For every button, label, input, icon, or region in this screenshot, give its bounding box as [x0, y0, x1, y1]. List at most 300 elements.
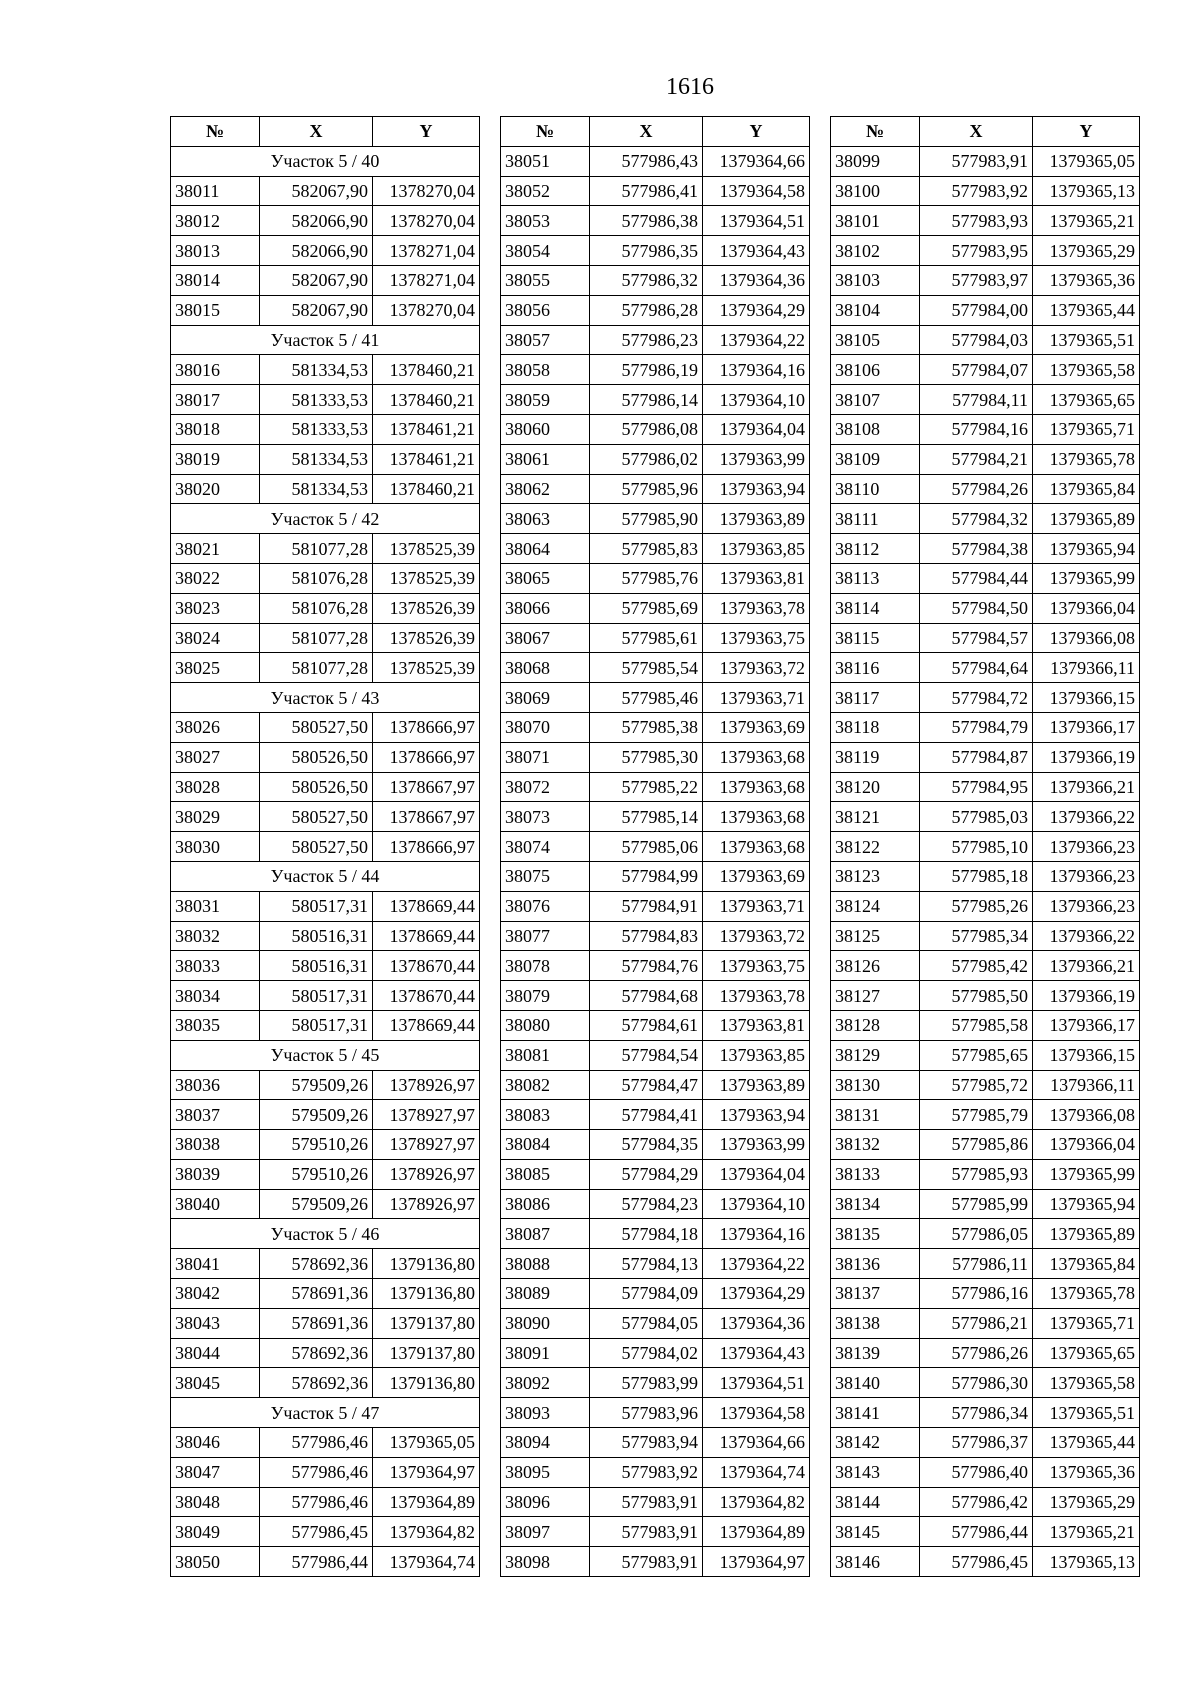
table-row: [501, 921, 810, 951]
y-coordinate-cell: 1378271,04: [373, 236, 480, 266]
point-number-cell: 38080: [501, 1010, 590, 1040]
x-coordinate-cell: 577986,41: [590, 176, 703, 206]
point-number-cell: 38062: [501, 474, 590, 504]
point-number-cell: 38140: [831, 1368, 920, 1398]
point-number-cell: 38145: [831, 1517, 920, 1547]
y-coordinate-cell: 1379363,94: [703, 1100, 810, 1130]
section-row: [171, 1040, 480, 1070]
y-coordinate-cell: 1379364,04: [703, 414, 810, 444]
x-coordinate-cell: 577986,21: [920, 1308, 1033, 1338]
table-row: [831, 295, 1140, 325]
point-number-cell: 38073: [501, 802, 590, 832]
table-row: [501, 146, 810, 176]
header-x: X: [260, 117, 373, 147]
y-coordinate-cell: 1379365,94: [1033, 1189, 1140, 1219]
x-coordinate-cell: 577986,32: [590, 265, 703, 295]
point-number-cell: 38023: [171, 593, 260, 623]
point-number-cell: 38058: [501, 355, 590, 385]
coordinate-table-1: [170, 116, 480, 1577]
table-row: [171, 206, 480, 236]
y-coordinate-cell: 1379363,72: [703, 921, 810, 951]
point-number-cell: 38121: [831, 802, 920, 832]
point-number-cell: 38028: [171, 772, 260, 802]
x-coordinate-cell: 577985,58: [920, 1010, 1033, 1040]
x-coordinate-cell: 577983,99: [590, 1368, 703, 1398]
table-row: [171, 981, 480, 1011]
x-coordinate-cell: 577986,19: [590, 355, 703, 385]
x-coordinate-cell: 577984,99: [590, 861, 703, 891]
x-coordinate-cell: 577986,45: [260, 1517, 373, 1547]
point-number-cell: 38103: [831, 265, 920, 295]
table-row: [831, 474, 1140, 504]
point-number-cell: 38114: [831, 593, 920, 623]
x-coordinate-cell: 577985,99: [920, 1189, 1033, 1219]
y-coordinate-cell: 1379363,99: [703, 444, 810, 474]
point-number-cell: 38146: [831, 1547, 920, 1577]
y-coordinate-cell: 1379366,04: [1033, 1130, 1140, 1160]
y-coordinate-cell: 1379364,36: [703, 265, 810, 295]
y-coordinate-cell: 1379364,43: [703, 236, 810, 266]
x-coordinate-cell: 577984,35: [590, 1130, 703, 1160]
x-coordinate-cell: 577986,23: [590, 325, 703, 355]
table-row: [831, 414, 1140, 444]
x-coordinate-cell: 577985,86: [920, 1130, 1033, 1160]
point-number-cell: 38116: [831, 653, 920, 683]
point-number-cell: 38051: [501, 146, 590, 176]
table-row: [171, 444, 480, 474]
point-number-cell: 38019: [171, 444, 260, 474]
x-coordinate-cell: 577984,83: [590, 921, 703, 951]
table-row: [831, 712, 1140, 742]
y-coordinate-cell: 1378460,21: [373, 385, 480, 415]
header-x: X: [920, 117, 1033, 147]
y-coordinate-cell: 1378525,39: [373, 653, 480, 683]
x-coordinate-cell: 577985,46: [590, 683, 703, 713]
x-coordinate-cell: 577984,68: [590, 981, 703, 1011]
x-coordinate-cell: 577984,21: [920, 444, 1033, 474]
table-row: [171, 832, 480, 862]
table-row: [831, 772, 1140, 802]
x-coordinate-cell: 577984,09: [590, 1279, 703, 1309]
table-row: [171, 951, 480, 981]
x-coordinate-cell: 578691,36: [260, 1308, 373, 1338]
x-coordinate-cell: 577985,30: [590, 742, 703, 772]
point-number-cell: 38092: [501, 1368, 590, 1398]
point-number-cell: 38098: [501, 1547, 590, 1577]
x-coordinate-cell: 577983,95: [920, 236, 1033, 266]
table-row: [171, 1308, 480, 1338]
x-coordinate-cell: 580526,50: [260, 772, 373, 802]
x-coordinate-cell: 577983,91: [590, 1487, 703, 1517]
table-row: [831, 653, 1140, 683]
y-coordinate-cell: 1379136,80: [373, 1279, 480, 1309]
point-number-cell: 38070: [501, 712, 590, 742]
x-coordinate-cell: 577984,64: [920, 653, 1033, 683]
y-coordinate-cell: 1379365,44: [1033, 295, 1140, 325]
y-coordinate-cell: 1379366,23: [1033, 891, 1140, 921]
x-coordinate-cell: 580517,31: [260, 1010, 373, 1040]
x-coordinate-cell: 577985,72: [920, 1070, 1033, 1100]
table-row: [501, 1517, 810, 1547]
x-coordinate-cell: 581077,28: [260, 623, 373, 653]
x-coordinate-cell: 577984,11: [920, 385, 1033, 415]
point-number-cell: 38024: [171, 623, 260, 653]
section-title: Участок 5 / 44: [171, 861, 480, 891]
point-number-cell: 38095: [501, 1457, 590, 1487]
x-coordinate-cell: 577986,37: [920, 1428, 1033, 1458]
section-row: [171, 1398, 480, 1428]
x-coordinate-cell: 577986,43: [590, 146, 703, 176]
point-number-cell: 38097: [501, 1517, 590, 1547]
section-row: [171, 683, 480, 713]
x-coordinate-cell: 581077,28: [260, 534, 373, 564]
y-coordinate-cell: 1378270,04: [373, 295, 480, 325]
y-coordinate-cell: 1379366,08: [1033, 1100, 1140, 1130]
header-x: X: [590, 117, 703, 147]
table-row: [501, 1159, 810, 1189]
point-number-cell: 38115: [831, 623, 920, 653]
point-number-cell: 38036: [171, 1070, 260, 1100]
point-number-cell: 38102: [831, 236, 920, 266]
table-row: [501, 1547, 810, 1577]
x-coordinate-cell: 577983,91: [590, 1517, 703, 1547]
point-number-cell: 38120: [831, 772, 920, 802]
y-coordinate-cell: 1379364,74: [703, 1457, 810, 1487]
point-number-cell: 38014: [171, 265, 260, 295]
table-row: [831, 981, 1140, 1011]
y-coordinate-cell: 1379365,29: [1033, 236, 1140, 266]
y-coordinate-cell: 1379365,21: [1033, 1517, 1140, 1547]
y-coordinate-cell: 1379365,51: [1033, 1398, 1140, 1428]
y-coordinate-cell: 1379366,11: [1033, 1070, 1140, 1100]
x-coordinate-cell: 577983,96: [590, 1398, 703, 1428]
table-row: [501, 1398, 810, 1428]
point-number-cell: 38083: [501, 1100, 590, 1130]
y-coordinate-cell: 1379364,10: [703, 1189, 810, 1219]
table-row: [831, 206, 1140, 236]
x-coordinate-cell: 581076,28: [260, 593, 373, 623]
table-row: [171, 742, 480, 772]
table-row: [501, 742, 810, 772]
x-coordinate-cell: 577984,54: [590, 1040, 703, 1070]
point-number-cell: 38122: [831, 832, 920, 862]
point-number-cell: 38071: [501, 742, 590, 772]
x-coordinate-cell: 580516,31: [260, 921, 373, 951]
y-coordinate-cell: 1379366,21: [1033, 772, 1140, 802]
y-coordinate-cell: 1379363,69: [703, 712, 810, 742]
y-coordinate-cell: 1379363,69: [703, 861, 810, 891]
x-coordinate-cell: 577986,35: [590, 236, 703, 266]
x-coordinate-cell: 577985,06: [590, 832, 703, 862]
y-coordinate-cell: 1379363,75: [703, 951, 810, 981]
table-row: [171, 1189, 480, 1219]
point-number-cell: 38069: [501, 683, 590, 713]
table-row: [171, 1279, 480, 1309]
point-number-cell: 38134: [831, 1189, 920, 1219]
x-coordinate-cell: 577985,42: [920, 951, 1033, 981]
table-row: [501, 1219, 810, 1249]
table-row: [171, 1428, 480, 1458]
table-row: [831, 1428, 1140, 1458]
y-coordinate-cell: 1379365,71: [1033, 1308, 1140, 1338]
point-number-cell: 38108: [831, 414, 920, 444]
point-number-cell: 38037: [171, 1100, 260, 1130]
header-y: Y: [1033, 117, 1140, 147]
section-row: [171, 861, 480, 891]
point-number-cell: 38065: [501, 563, 590, 593]
y-coordinate-cell: 1379363,78: [703, 981, 810, 1011]
x-coordinate-cell: 577983,93: [920, 206, 1033, 236]
point-number-cell: 38117: [831, 683, 920, 713]
y-coordinate-cell: 1379363,89: [703, 504, 810, 534]
y-coordinate-cell: 1379363,72: [703, 653, 810, 683]
x-coordinate-cell: 577986,46: [260, 1457, 373, 1487]
point-number-cell: 38067: [501, 623, 590, 653]
y-coordinate-cell: 1379363,68: [703, 802, 810, 832]
table-row: [831, 1368, 1140, 1398]
table-row: [171, 176, 480, 206]
table-row: [501, 1010, 810, 1040]
table-row: [171, 1457, 480, 1487]
point-number-cell: 38018: [171, 414, 260, 444]
x-coordinate-cell: 577985,65: [920, 1040, 1033, 1070]
point-number-cell: 38031: [171, 891, 260, 921]
y-coordinate-cell: 1379363,71: [703, 891, 810, 921]
table-row: [831, 802, 1140, 832]
y-coordinate-cell: 1379364,51: [703, 1368, 810, 1398]
point-number-cell: 38142: [831, 1428, 920, 1458]
y-coordinate-cell: 1379365,58: [1033, 1368, 1140, 1398]
point-number-cell: 38088: [501, 1249, 590, 1279]
table-row: [831, 951, 1140, 981]
point-number-cell: 38085: [501, 1159, 590, 1189]
point-number-cell: 38045: [171, 1368, 260, 1398]
table-row: [171, 1338, 480, 1368]
x-coordinate-cell: 577984,95: [920, 772, 1033, 802]
table-row: [501, 325, 810, 355]
section-row: [171, 504, 480, 534]
coordinate-tables: [170, 116, 1140, 1577]
point-number-cell: 38053: [501, 206, 590, 236]
point-number-cell: 38094: [501, 1428, 590, 1458]
y-coordinate-cell: 1379365,65: [1033, 385, 1140, 415]
point-number-cell: 38039: [171, 1159, 260, 1189]
point-number-cell: 38021: [171, 534, 260, 564]
y-coordinate-cell: 1379363,68: [703, 772, 810, 802]
x-coordinate-cell: 577986,30: [920, 1368, 1033, 1398]
x-coordinate-cell: 577985,93: [920, 1159, 1033, 1189]
table-row: [501, 891, 810, 921]
table-row: [831, 1010, 1140, 1040]
table-row: [831, 325, 1140, 355]
table-header-row: [171, 117, 480, 147]
y-coordinate-cell: 1378526,39: [373, 623, 480, 653]
point-number-cell: 38131: [831, 1100, 920, 1130]
table-row: [171, 1130, 480, 1160]
x-coordinate-cell: 577986,11: [920, 1249, 1033, 1279]
x-coordinate-cell: 577984,79: [920, 712, 1033, 742]
table-row: [831, 444, 1140, 474]
point-number-cell: 38082: [501, 1070, 590, 1100]
x-coordinate-cell: 577984,02: [590, 1338, 703, 1368]
point-number-cell: 38075: [501, 861, 590, 891]
y-coordinate-cell: 1378926,97: [373, 1159, 480, 1189]
y-coordinate-cell: 1379363,75: [703, 623, 810, 653]
y-coordinate-cell: 1378270,04: [373, 176, 480, 206]
x-coordinate-cell: 577986,34: [920, 1398, 1033, 1428]
x-coordinate-cell: 577984,13: [590, 1249, 703, 1279]
table-row: [501, 683, 810, 713]
x-coordinate-cell: 577984,50: [920, 593, 1033, 623]
table-row: [831, 623, 1140, 653]
y-coordinate-cell: 1379365,13: [1033, 1547, 1140, 1577]
x-coordinate-cell: 577986,14: [590, 385, 703, 415]
y-coordinate-cell: 1379364,82: [703, 1487, 810, 1517]
y-coordinate-cell: 1379364,16: [703, 1219, 810, 1249]
table-row: [171, 414, 480, 444]
table-row: [171, 891, 480, 921]
x-coordinate-cell: 577984,00: [920, 295, 1033, 325]
section-row: [171, 146, 480, 176]
y-coordinate-cell: 1379366,19: [1033, 742, 1140, 772]
y-coordinate-cell: 1378460,21: [373, 355, 480, 385]
table-row: [831, 891, 1140, 921]
table-row: [501, 1189, 810, 1219]
y-coordinate-cell: 1379365,78: [1033, 1279, 1140, 1309]
x-coordinate-cell: 577986,44: [260, 1547, 373, 1577]
y-coordinate-cell: 1379364,16: [703, 355, 810, 385]
point-number-cell: 38124: [831, 891, 920, 921]
table-row: [501, 1070, 810, 1100]
y-coordinate-cell: 1378460,21: [373, 474, 480, 504]
x-coordinate-cell: 577985,38: [590, 712, 703, 742]
y-coordinate-cell: 1378927,97: [373, 1130, 480, 1160]
y-coordinate-cell: 1379365,78: [1033, 444, 1140, 474]
table-row: [171, 474, 480, 504]
header-number: №: [501, 117, 590, 147]
point-number-cell: 38138: [831, 1308, 920, 1338]
x-coordinate-cell: 577984,72: [920, 683, 1033, 713]
point-number-cell: 38040: [171, 1189, 260, 1219]
y-coordinate-cell: 1379365,84: [1033, 1249, 1140, 1279]
point-number-cell: 38049: [171, 1517, 260, 1547]
point-number-cell: 38066: [501, 593, 590, 623]
table-row: [831, 563, 1140, 593]
point-number-cell: 38127: [831, 981, 920, 1011]
table-row: [501, 385, 810, 415]
point-number-cell: 38047: [171, 1457, 260, 1487]
x-coordinate-cell: 582067,90: [260, 295, 373, 325]
y-coordinate-cell: 1379364,66: [703, 1428, 810, 1458]
y-coordinate-cell: 1379365,58: [1033, 355, 1140, 385]
table-row: [171, 1249, 480, 1279]
y-coordinate-cell: 1379363,81: [703, 1010, 810, 1040]
point-number-cell: 38119: [831, 742, 920, 772]
x-coordinate-cell: 577984,91: [590, 891, 703, 921]
table-row: [501, 1249, 810, 1279]
y-coordinate-cell: 1379365,84: [1033, 474, 1140, 504]
table-row: [501, 265, 810, 295]
y-coordinate-cell: 1379137,80: [373, 1308, 480, 1338]
table-row: [501, 1457, 810, 1487]
x-coordinate-cell: 577985,34: [920, 921, 1033, 951]
point-number-cell: 38027: [171, 742, 260, 772]
point-number-cell: 38107: [831, 385, 920, 415]
table-row: [171, 295, 480, 325]
point-number-cell: 38072: [501, 772, 590, 802]
table-row: [171, 802, 480, 832]
table-row: [501, 712, 810, 742]
x-coordinate-cell: 577984,03: [920, 325, 1033, 355]
table-row: [171, 385, 480, 415]
header-y: Y: [703, 117, 810, 147]
x-coordinate-cell: 578692,36: [260, 1338, 373, 1368]
point-number-cell: 38068: [501, 653, 590, 683]
table-row: [501, 802, 810, 832]
point-number-cell: 38130: [831, 1070, 920, 1100]
x-coordinate-cell: 577985,79: [920, 1100, 1033, 1130]
y-coordinate-cell: 1379136,80: [373, 1249, 480, 1279]
x-coordinate-cell: 582067,90: [260, 176, 373, 206]
point-number-cell: 38079: [501, 981, 590, 1011]
point-number-cell: 38052: [501, 176, 590, 206]
y-coordinate-cell: 1379364,10: [703, 385, 810, 415]
x-coordinate-cell: 577986,38: [590, 206, 703, 236]
y-coordinate-cell: 1379364,51: [703, 206, 810, 236]
point-number-cell: 38054: [501, 236, 590, 266]
x-coordinate-cell: 577984,44: [920, 563, 1033, 593]
x-coordinate-cell: 579510,26: [260, 1130, 373, 1160]
y-coordinate-cell: 1379365,51: [1033, 325, 1140, 355]
y-coordinate-cell: 1378670,44: [373, 981, 480, 1011]
table-row: [501, 861, 810, 891]
point-number-cell: 38076: [501, 891, 590, 921]
table-row: [831, 146, 1140, 176]
y-coordinate-cell: 1379363,81: [703, 563, 810, 593]
x-coordinate-cell: 577986,16: [920, 1279, 1033, 1309]
point-number-cell: 38101: [831, 206, 920, 236]
y-coordinate-cell: 1379366,21: [1033, 951, 1140, 981]
point-number-cell: 38136: [831, 1249, 920, 1279]
y-coordinate-cell: 1379363,85: [703, 534, 810, 564]
table-row: [171, 1547, 480, 1577]
x-coordinate-cell: 577984,76: [590, 951, 703, 981]
point-number-cell: 38086: [501, 1189, 590, 1219]
table-row: [831, 236, 1140, 266]
table-row: [501, 772, 810, 802]
section-row: [171, 325, 480, 355]
point-number-cell: 38029: [171, 802, 260, 832]
table-row: [501, 1487, 810, 1517]
table-row: [501, 1100, 810, 1130]
y-coordinate-cell: 1379137,80: [373, 1338, 480, 1368]
table-row: [171, 712, 480, 742]
y-coordinate-cell: 1379364,82: [373, 1517, 480, 1547]
x-coordinate-cell: 577984,29: [590, 1159, 703, 1189]
section-title: Участок 5 / 41: [171, 325, 480, 355]
point-number-cell: 38100: [831, 176, 920, 206]
x-coordinate-cell: 582067,90: [260, 265, 373, 295]
table-row: [501, 1279, 810, 1309]
section-title: Участок 5 / 46: [171, 1219, 480, 1249]
point-number-cell: 38016: [171, 355, 260, 385]
section-title: Участок 5 / 47: [171, 1398, 480, 1428]
x-coordinate-cell: 577983,91: [920, 146, 1033, 176]
table-row: [171, 1368, 480, 1398]
table-row: [501, 832, 810, 862]
point-number-cell: 38105: [831, 325, 920, 355]
x-coordinate-cell: 577984,05: [590, 1308, 703, 1338]
